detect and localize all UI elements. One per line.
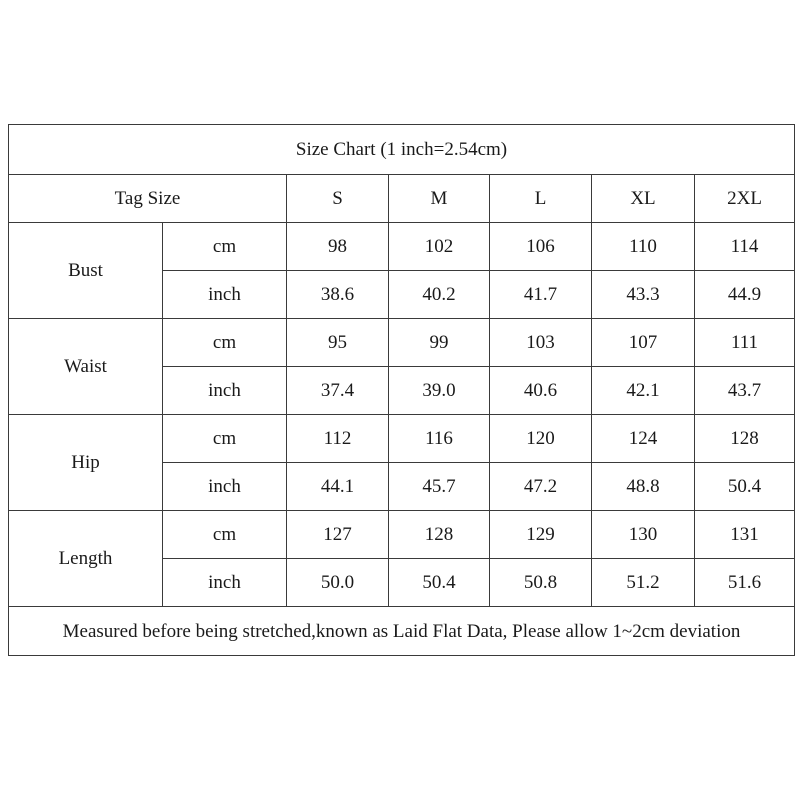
value-cell: 127 <box>287 511 389 559</box>
value-cell: 130 <box>592 511 695 559</box>
value-cell: 114 <box>695 223 795 271</box>
unit-label: inch <box>163 463 287 511</box>
unit-label: inch <box>163 559 287 607</box>
table-row <box>9 511 795 559</box>
value-cell: 50.4 <box>695 463 795 511</box>
value-cell: 40.2 <box>389 271 490 319</box>
unit-label: cm <box>163 511 287 559</box>
value-cell: 51.6 <box>695 559 795 607</box>
table-row <box>9 223 795 271</box>
size-header: L <box>490 175 592 223</box>
value-cell: 124 <box>592 415 695 463</box>
unit-label: cm <box>163 319 287 367</box>
size-header: S <box>287 175 389 223</box>
measurement-name: Waist <box>9 319 163 415</box>
value-cell: 112 <box>287 415 389 463</box>
value-cell: 128 <box>695 415 795 463</box>
value-cell: 98 <box>287 223 389 271</box>
size-chart-table <box>8 124 795 656</box>
value-cell: 37.4 <box>287 367 389 415</box>
size-header: 2XL <box>695 175 795 223</box>
value-cell: 116 <box>389 415 490 463</box>
value-cell: 110 <box>592 223 695 271</box>
table-row <box>9 319 795 367</box>
value-cell: 111 <box>695 319 795 367</box>
value-cell: 128 <box>389 511 490 559</box>
value-cell: 50.4 <box>389 559 490 607</box>
value-cell: 50.0 <box>287 559 389 607</box>
unit-label: cm <box>163 415 287 463</box>
value-cell: 40.6 <box>490 367 592 415</box>
value-cell: 106 <box>490 223 592 271</box>
title-row <box>9 125 795 175</box>
unit-label: cm <box>163 223 287 271</box>
value-cell: 44.9 <box>695 271 795 319</box>
unit-label: inch <box>163 367 287 415</box>
value-cell: 95 <box>287 319 389 367</box>
value-cell: 107 <box>592 319 695 367</box>
value-cell: 102 <box>389 223 490 271</box>
tag-size-label: Tag Size <box>9 175 287 223</box>
value-cell: 45.7 <box>389 463 490 511</box>
value-cell: 51.2 <box>592 559 695 607</box>
value-cell: 42.1 <box>592 367 695 415</box>
value-cell: 120 <box>490 415 592 463</box>
value-cell: 99 <box>389 319 490 367</box>
value-cell: 43.3 <box>592 271 695 319</box>
value-cell: 48.8 <box>592 463 695 511</box>
table-row <box>9 415 795 463</box>
size-header: XL <box>592 175 695 223</box>
deviation-note: Measured before being stretched,known as Laid Flat Data, Please allow 1~2cm deviation <box>9 607 795 656</box>
unit-label: inch <box>163 271 287 319</box>
measurement-name: Length <box>9 511 163 607</box>
size-header: M <box>389 175 490 223</box>
value-cell: 39.0 <box>389 367 490 415</box>
value-cell: 103 <box>490 319 592 367</box>
value-cell: 129 <box>490 511 592 559</box>
value-cell: 41.7 <box>490 271 592 319</box>
measurement-name: Bust <box>9 223 163 319</box>
value-cell: 50.8 <box>490 559 592 607</box>
value-cell: 47.2 <box>490 463 592 511</box>
value-cell: 43.7 <box>695 367 795 415</box>
measurement-name: Hip <box>9 415 163 511</box>
value-cell: 38.6 <box>287 271 389 319</box>
chart-title: Size Chart (1 inch=2.54cm) <box>9 125 795 175</box>
value-cell: 44.1 <box>287 463 389 511</box>
header-row <box>9 175 795 223</box>
note-row <box>9 607 795 656</box>
value-cell: 131 <box>695 511 795 559</box>
